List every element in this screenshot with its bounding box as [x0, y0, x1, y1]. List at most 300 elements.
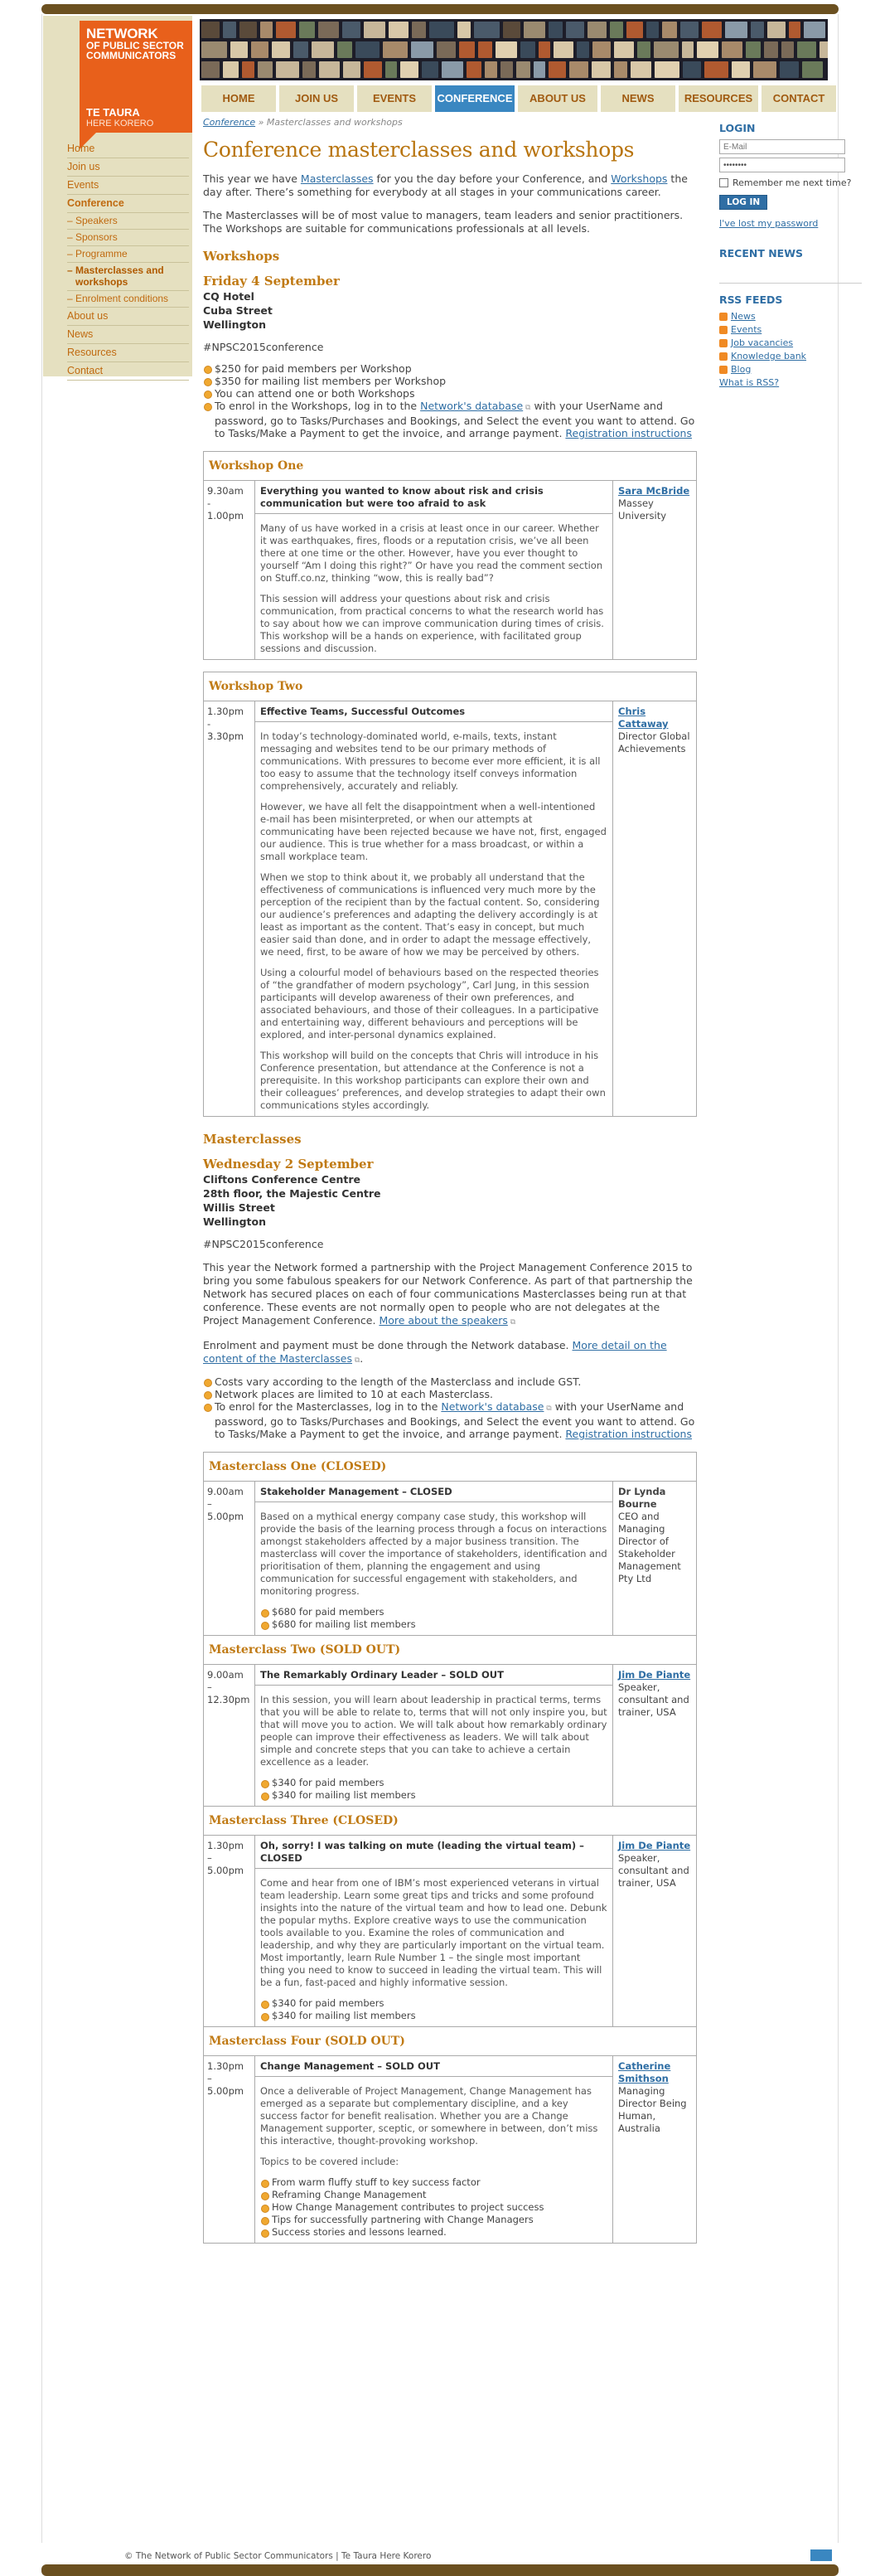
workshops-heading: Workshops: [203, 249, 280, 264]
sidebar-item-home[interactable]: Home: [67, 140, 189, 158]
list-item: $680 for mailing list members: [260, 1618, 607, 1631]
mosaic-photo: [820, 41, 828, 58]
time-line: -: [207, 718, 211, 730]
recent-news-heading: RECENT NEWS: [719, 247, 804, 260]
masterclass-row: [204, 1482, 696, 1635]
masterclasses-enrol-list: [203, 1400, 697, 1440]
list-item: $250 for paid members per Workshop: [203, 362, 697, 375]
masterclass-heading: Masterclass Four (SOLD OUT): [204, 2027, 696, 2056]
mosaic-photo: [422, 61, 438, 78]
session-title: Everything you wanted to know about risk and crisis communication but were too afraid to ask: [255, 485, 612, 514]
time-line: 3.30pm: [207, 730, 244, 742]
list-item: $340 for mailing list members: [260, 2010, 607, 2022]
venue-line: Wellington: [203, 1215, 266, 1228]
remember-label: Remember me next time?: [733, 177, 852, 188]
logo-maori-line2: HERE KORERO: [86, 119, 154, 129]
login-button[interactable]: LOG IN: [719, 195, 767, 210]
mosaic-photo: [753, 61, 776, 78]
intro-text-b: for you the day before your Conference, and: [373, 172, 612, 185]
speaker-name[interactable]: Catherine Smithson: [618, 2060, 671, 2084]
time-line: 1.30pm: [207, 706, 244, 717]
session-paragraph: In today’s technology-dominated world, e-mails, texts, instant messaging and websites tend to be our primary methods of communications. With pressures to become ever more efficient, it is all too easy to assume that the technology itself conveys information comprehensively, accurately and reliably.: [260, 730, 601, 792]
speaker-name: Dr Lynda Bourne: [618, 1486, 666, 1510]
session-paragraph: In this session, you will learn about leadership in practical terms, terms that you will be able to relate to, terms that will not only inspire you, but that will move you to action. We will talk about how remarkably ordinary people can improve their effectiveness as leaders. We will talk about simple and concrete steps that you can take to achieve a certain excellence as a leader.: [260, 1694, 607, 1768]
mosaic-photo: [385, 61, 397, 78]
session-speaker: [613, 1836, 696, 2026]
masterclass-row: [204, 1836, 696, 2026]
rss-list: [719, 311, 862, 375]
mosaic-photo: [789, 22, 800, 38]
mosaic-photo: [704, 61, 728, 78]
breadcrumb-separator: »: [258, 117, 264, 128]
masterclasses-venue: [203, 1173, 697, 1228]
masterclass-heading: Masterclass Three (CLOSED): [204, 1807, 696, 1836]
logo-line1: NETWORK: [86, 26, 158, 41]
rss-icon: [719, 339, 728, 347]
sidebar-item-resources[interactable]: Resources: [67, 344, 189, 362]
session-paragraph: Topics to be covered include:: [260, 2156, 399, 2167]
sidebar-item-contact[interactable]: Contact: [67, 362, 189, 381]
masterclasses-paragraph-1: [203, 1261, 697, 1329]
mosaic-photo: [276, 22, 296, 38]
ws-database-link[interactable]: Network's database: [420, 400, 524, 412]
speaker-name[interactable]: Sara McBride: [618, 485, 690, 497]
intro-text-a: This year we have: [203, 172, 301, 185]
list-item: $340 for paid members: [260, 1777, 607, 1789]
mosaic-photo: [614, 61, 627, 78]
mosaic-photo: [646, 22, 659, 38]
list-item: Success stories and lessons learned.: [260, 2226, 607, 2239]
mosaic-photo: [746, 41, 761, 58]
bottom-bar: [41, 2564, 839, 2576]
mosaic-photo: [549, 61, 566, 78]
speaker-info: Massey University: [618, 497, 667, 522]
rss-icon: [719, 352, 728, 361]
external-link-icon: ⧉: [523, 404, 531, 412]
sidebar-item-news[interactable]: News: [67, 326, 189, 344]
mosaic-photo: [429, 22, 454, 38]
mosaic-photo: [276, 61, 299, 78]
logo-line3: COMMUNICATORS: [86, 50, 176, 61]
session-paragraph: Come and hear from one of IBM’s most experienced veterans in virtual team leadership. Learn some great tips and tricks and some profound insights into the nature of the virtual team and how to lead one. Debunk the popular myths. Explore creative ways to use the communication tools available to you. Examine the roles of communication and leadership, and why they are particularly important on the virtual team. Most importantly, learn Rule Number 1 – the single most important thing you need to know to succeed in leading the virtual team. This will be a fun, fast-paced and highly informative session.: [260, 1877, 607, 1988]
masterclasses-date: Wednesday 2 September: [203, 1157, 374, 1172]
mosaic-photo: [697, 41, 718, 58]
session-paragraph: This workshop will build on the concepts that Chris will introduce in his Conference presentation, but attendance at the Conference is not a prerequisite. In this workshop participants can explore their own and their colleagues’ preferences, and develop strategies to adapt their own communications styles accordingly.: [260, 1050, 606, 1111]
workshops-enrol-list: [203, 400, 697, 439]
tab-contact[interactable]: CONTACT: [762, 85, 836, 112]
tab-join-us[interactable]: JOIN US: [279, 85, 354, 112]
list-item: $350 for mailing list members per Workshop: [203, 375, 697, 387]
mosaic-photo: [478, 41, 492, 58]
mosaic-photo: [549, 22, 563, 38]
intro-text-c: the day after. There’s something for everybody at all stages in your communications career.: [203, 172, 688, 198]
mosaic-photo: [592, 61, 611, 78]
mosaic-photo: [767, 22, 786, 38]
time-line: 9.00am –: [207, 1486, 244, 1510]
logo-maori-line1: TE TAURA: [86, 106, 140, 119]
mosaic-photo: [802, 61, 823, 78]
mosaic-photo: [457, 22, 471, 38]
mc-enrol-text-b: with your UserName and password, go to Tasks/Purchases and Bookings, and Select the event you want to attend. Go to Tasks/Make a Payment to get the invoice, and arrange payment.: [215, 1400, 695, 1440]
mosaic-photo: [680, 22, 699, 38]
external-link-icon: ⧉: [544, 1404, 552, 1413]
mosaic-photo: [302, 61, 316, 78]
top-navigation: [201, 85, 826, 112]
mosaic-photo: [614, 41, 634, 58]
time-line: 1.00pm: [207, 510, 244, 522]
mosaic-photo: [569, 61, 588, 78]
masterclass-table: [203, 1636, 697, 1807]
mosaic-photo: [524, 22, 545, 38]
time-line: 9.00am –: [207, 1669, 244, 1693]
mosaic-photo: [230, 41, 248, 58]
mosaic-photo: [683, 61, 701, 78]
mosaic-photo: [626, 22, 643, 38]
ws-registration-link[interactable]: Registration instructions: [565, 427, 692, 439]
tab-about-us[interactable]: ABOUT US: [518, 85, 597, 112]
workshops-price-list: [203, 362, 697, 400]
tab-conference[interactable]: CONFERENCE: [435, 85, 515, 112]
sidebar-item-conference[interactable]: Conference: [67, 195, 189, 213]
mosaic-photo: [467, 61, 481, 78]
mosaic-photo: [201, 41, 227, 58]
session-description: [255, 2056, 613, 2243]
mosaic-photo: [587, 22, 607, 38]
speaker-name[interactable]: Jim De Piante: [618, 1840, 691, 1851]
mc-enrol-text-a: To enrol for the Masterclasses, log in to the: [215, 1400, 442, 1413]
mosaic-photo: [503, 22, 520, 38]
rss-feed-blog[interactable]: [719, 364, 862, 375]
workshop-heading: Workshop One: [204, 452, 696, 481]
mc-database-link[interactable]: Network's database: [441, 1400, 544, 1413]
workshops-venue: [203, 290, 697, 331]
site-logo[interactable]: [80, 21, 192, 133]
session-time: [204, 481, 255, 659]
venue-line: Cliftons Conference Centre: [203, 1173, 360, 1186]
speaker-info: CEO and Managing Director of Stakeholder Management Pty Ltd: [618, 1511, 681, 1584]
time-line: 9.30am: [207, 485, 244, 497]
session-paragraph: Once a deliverable of Project Management, Change Management has emerged as a separate but complementary discipline, and a key success factor for benefit realisation. Whether you are a Change Management supporter, sceptic, or somewhere in between, don’t miss this interactive, thought-provoking workshop.: [260, 2085, 598, 2147]
session-time: [204, 1836, 255, 2026]
mosaic-photo: [383, 41, 408, 58]
mosaic-photo: [804, 22, 825, 38]
mosaic-photo: [411, 41, 433, 58]
venue-line: Cuba Street: [203, 304, 273, 317]
right-sidebar: [719, 122, 862, 388]
session-speaker: [613, 701, 696, 1116]
speaker-info: Managing Director Being Human, Australia: [618, 2085, 687, 2134]
mosaic-photo: [437, 41, 456, 58]
page-title: Conference masterclasses and workshops: [203, 138, 635, 162]
session-title: Effective Teams, Successful Outcomes: [255, 706, 612, 722]
mosaic-photo: [520, 41, 535, 58]
mosaic-photo: [337, 41, 352, 58]
masterclasses-hashtag: #NPSC2015conference: [203, 1238, 324, 1250]
list-item: $340 for paid members: [260, 1997, 607, 2010]
email-field[interactable]: [719, 139, 845, 154]
mosaic-photo: [364, 61, 382, 78]
mosaic-photo: [610, 22, 623, 38]
masterclasses-info-list: [203, 1375, 697, 1400]
venue-line: 28th floor, the Majestic Centre: [203, 1187, 381, 1200]
sidebar-item-enrolment-conditions[interactable]: – Enrolment conditions: [67, 291, 189, 308]
session-speaker: [613, 481, 696, 659]
page-frame: [41, 14, 852, 2543]
speaker-info: Speaker, consultant and trainer, USA: [618, 1852, 689, 1889]
sidebar-item-about-us[interactable]: About us: [67, 308, 189, 326]
masterclass-heading: Masterclass Two (SOLD OUT): [204, 1636, 696, 1665]
mosaic-photo: [725, 22, 747, 38]
mosaic-photo: [592, 41, 611, 58]
left-navigation: [67, 140, 189, 381]
mosaic-photo: [566, 22, 584, 38]
sidebar-item-join-us[interactable]: Join us: [67, 158, 189, 177]
mosaic-photo: [780, 61, 799, 78]
speaker-name[interactable]: Jim De Piante: [618, 1669, 691, 1681]
masterclass-tables: [203, 1452, 697, 2244]
password-field[interactable]: [719, 158, 845, 172]
mosaic-photo: [400, 61, 418, 78]
mosaic-photo: [343, 61, 360, 78]
session-price-list: [260, 1777, 607, 1802]
workshops-link[interactable]: Workshops: [611, 172, 668, 185]
remember-checkbox[interactable]: [719, 178, 728, 187]
ws-enrol-text-a: To enrol in the Workshops, log in to the: [215, 400, 421, 412]
mosaic-photo: [637, 41, 650, 58]
mosaic-photo: [412, 22, 426, 38]
rss-feed-label: News: [731, 311, 756, 322]
masterclasses-heading: Masterclasses: [203, 1132, 302, 1147]
workshop-tables: [203, 451, 697, 1117]
mosaic-photo: [442, 61, 463, 78]
mosaic-photo: [258, 61, 273, 78]
breadcrumb: [203, 117, 697, 128]
session-paragraph: However, we have all felt the disappointment when a well-intentioned e-mail has been misinterpreted, or when our attempts at communicating have been rejected because we have not, first, engaged our audience. This is true whether for a mass broadcast, or within a small workplace team.: [260, 801, 607, 862]
workshops-date: Friday 4 September: [203, 274, 340, 289]
list-item: You can attend one or both Workshops: [203, 387, 697, 400]
mosaic-photo: [781, 41, 794, 58]
speakers-link[interactable]: More about the speakers: [379, 1314, 508, 1327]
session-description: [255, 1482, 613, 1635]
workshop-row: [204, 481, 696, 659]
session-time: [204, 1482, 255, 1635]
time-line: 5.00pm: [207, 1511, 244, 1522]
top-bar: [41, 4, 839, 14]
sidebar-item-masterclasses-and-workshops[interactable]: – Masterclasses and workshops: [67, 263, 189, 291]
time-line: 12.30pm: [207, 1694, 250, 1705]
mosaic-photo: [318, 22, 339, 38]
time-line: 5.00pm: [207, 2085, 244, 2097]
mosaic-photo: [260, 22, 273, 38]
tab-home[interactable]: HOME: [201, 85, 276, 112]
header-photo-mosaic: [200, 19, 828, 80]
speaker-name[interactable]: Chris Cattaway: [618, 706, 669, 730]
mosaic-photo: [342, 22, 360, 38]
rss-feed-label: Events: [731, 324, 762, 335]
rss-icon: [719, 313, 728, 321]
session-paragraph: This session will address your questions about risk and crisis communication, from practical concerns to what the research world has to say about how we can improve communication during times of crisis. This workshop will be a hands on experience, with facilitated group sessions and discussion.: [260, 593, 604, 654]
list-item: $340 for mailing list members: [260, 1789, 607, 1802]
intro-paragraph-1: [203, 172, 697, 199]
mosaic-photo: [577, 41, 589, 58]
mosaic-photo: [201, 22, 220, 38]
rss-feed-events[interactable]: [719, 324, 862, 335]
rss-icon: [719, 366, 728, 374]
session-time: [204, 701, 255, 1116]
tab-news[interactable]: NEWS: [601, 85, 675, 112]
masterclass-table: [203, 1452, 697, 1636]
rss-feed-knowledge-bank[interactable]: [719, 351, 862, 361]
time-line: 1.30pm –: [207, 1840, 244, 1864]
masterclass-content-link[interactable]: More detail on the content of the Masterclasses: [203, 1339, 667, 1365]
session-description: [255, 1836, 613, 2026]
session-description: [255, 1665, 613, 1806]
session-title: Change Management – SOLD OUT: [255, 2060, 612, 2077]
mosaic-photo: [662, 22, 677, 38]
masterclass-table: [203, 2027, 697, 2244]
mc-registration-link[interactable]: Registration instructions: [565, 1428, 692, 1440]
breadcrumb-link-conference[interactable]: Conference: [203, 117, 256, 128]
footer: [41, 2543, 839, 2561]
rss-icon: [719, 326, 728, 334]
remember-me[interactable]: [719, 177, 862, 188]
breadcrumb-current: Masterclasses and workshops: [266, 117, 403, 128]
sidebar-divider: [719, 283, 862, 284]
masterclasses-paragraph-2: Enrolment and payment must be done through the Network database. More detail on the content of the Masterclasses ⧉.: [203, 1339, 667, 1365]
masterclass-row: [204, 2056, 696, 2243]
workshops-hashtag: #NPSC2015conference: [203, 341, 324, 353]
mosaic-photo: [485, 61, 497, 78]
mosaic-photo: [539, 41, 550, 58]
list-item: Reframing Change Management: [260, 2189, 607, 2201]
tab-events[interactable]: EVENTS: [357, 85, 432, 112]
footer-text: © The Network of Public Sector Communicators | Te Taura Here Korero: [124, 2551, 432, 2561]
session-description: [255, 701, 613, 1116]
mosaic-photo: [496, 41, 517, 58]
session-speaker: [613, 2056, 696, 2243]
mosaic-photo: [631, 61, 651, 78]
intro-paragraph-2: The Masterclasses will be of most value to managers, team leaders and senior practitioners. The Workshops are suitable for communications professionals at all levels.: [203, 209, 684, 235]
sidebar-item-speakers[interactable]: – Speakers: [67, 213, 189, 230]
session-price-list: [260, 1997, 607, 2022]
time-line: -: [207, 497, 211, 509]
what-is-rss-link[interactable]: What is RSS?: [719, 377, 780, 388]
masterclass-row: [204, 1665, 696, 1806]
session-speaker: [613, 1482, 696, 1635]
mosaic-photo: [223, 22, 236, 38]
session-speaker: [613, 1665, 696, 1806]
mc-text-a: This year the Network formed a partnership with the Project Management Conference 2015 to bring you some fabulous speakers for our Network Conference. As part of that partnership the Network has secured places on each of four communications Masterclasses being run at that conference. These events are not normally open to people who are not delegates at the Project Management Conference.: [203, 1261, 693, 1327]
ws-enrol-text-b: with your UserName and password, go to Tasks/Purchases and Bookings, and Select the event you want to attend. Go to Tasks/Make a Payment to get the invoice, and arrange payment.: [215, 400, 695, 439]
mosaic-photo: [654, 41, 679, 58]
mosaic-photo: [293, 41, 308, 58]
sidebar-item-events[interactable]: Events: [67, 177, 189, 195]
list-item: Tips for successfully partnering with Change Managers: [260, 2214, 607, 2226]
rss-feed-label: Knowledge bank: [731, 351, 807, 361]
workshop-heading: Workshop Two: [204, 672, 696, 701]
mosaic-photo: [299, 22, 315, 38]
footer-blue-tab: [810, 2549, 832, 2561]
lost-password-link[interactable]: I've lost my password: [719, 218, 819, 229]
rss-feed-news[interactable]: [719, 311, 862, 322]
login-heading: LOGIN: [719, 122, 756, 134]
mosaic-photo: [312, 41, 334, 58]
sidebar-item-programme[interactable]: – Programme: [67, 246, 189, 263]
venue-line: Willis Street: [203, 1201, 275, 1214]
logo-line2: OF PUBLIC SECTOR: [86, 40, 184, 51]
mosaic-photo: [272, 41, 290, 58]
session-time: [204, 1665, 255, 1806]
list-item: How Change Management contributes to project success: [260, 2201, 607, 2214]
venue-line: Wellington: [203, 318, 266, 331]
external-link-icon: ⧉: [352, 1356, 360, 1365]
mosaic-photo: [474, 22, 500, 38]
rss-feed-job-vacancies[interactable]: [719, 337, 862, 348]
rss-heading: RSS FEEDS: [719, 293, 783, 306]
session-time: [204, 2056, 255, 2243]
main-content: [203, 114, 697, 2244]
sidebar-item-sponsors[interactable]: – Sponsors: [67, 230, 189, 246]
mosaic-photo: [242, 61, 254, 78]
mosaic-photo: [389, 22, 409, 38]
list-item: Network places are limited to 10 at each Masterclass.: [203, 1388, 697, 1400]
mosaic-photo: [554, 41, 573, 58]
mosaic-photo: [722, 41, 742, 58]
rss-feed-label: Blog: [731, 364, 752, 375]
speaker-info: Director Global Achievements: [618, 730, 690, 754]
session-paragraph: When we stop to think about it, we probably all understand that the effectiveness of communications is influenced very much more by the perception of the recipient than by the factual content. So, considering our audience’s preferences and adapting the delivery accordingly is at least as important as the content. That’s easy in concept, but much easier said than done, and in order to adapt the message effectively, we need, first, to be aware of how we may be perceived by others.: [260, 871, 600, 958]
mosaic-photo: [319, 61, 340, 78]
mosaic-photo: [732, 61, 750, 78]
mosaic-photo: [751, 22, 764, 38]
session-description: [255, 481, 613, 659]
mosaic-photo: [682, 41, 694, 58]
speaker-info: Speaker, consultant and trainer, USA: [618, 1681, 689, 1718]
mosaic-photo: [702, 22, 722, 38]
list-item: Costs vary according to the length of the Masterclass and include GST.: [203, 1375, 697, 1388]
mc-text-b: Enrolment and payment must be done through the Network database.: [203, 1339, 573, 1351]
venue-line: CQ Hotel: [203, 290, 254, 303]
mosaic-photo: [223, 61, 239, 78]
list-item: From warm fluffy stuff to key success factor: [260, 2176, 607, 2189]
mosaic-photo: [797, 41, 816, 58]
time-line: 1.30pm –: [207, 2060, 244, 2084]
workshop-table: [203, 672, 697, 1117]
tab-resources[interactable]: RESOURCES: [679, 85, 758, 112]
time-line: 5.00pm: [207, 1865, 244, 1876]
external-link-icon: ⧉: [507, 1318, 516, 1327]
masterclasses-enrol-item: [203, 1400, 697, 1440]
session-paragraph: Based on a mythical energy company case study, this workshop will provide the basis of the learning process through a focus on interactions amongst stakeholders affected by a major business transition. The masterclass will cover the importance of stakeholders, identification and prioritisation of them, planning the engagement and using communication for successful engagement with stakeholders, and monitoring progress.: [260, 1511, 607, 1597]
mosaic-photo: [201, 61, 220, 78]
rss-feed-label: Job vacancies: [731, 337, 794, 348]
workshop-table: [203, 451, 697, 660]
mosaic-photo: [239, 22, 257, 38]
session-title: The Remarkably Ordinary Leader – SOLD OUT: [255, 1669, 612, 1686]
mosaic-photo: [534, 61, 545, 78]
session-paragraph: Using a colourful model of behaviours based on the respected theories of “the grandfather of modern psychology”, Carl Jung, in this session participants will develop awareness of their own preferences, and associated behaviours, and those of their colleagues. In a participative and entertaining way, different behaviours and perceptions will be explored, and inter-personal dynamics explained.: [260, 967, 599, 1041]
workshops-enrol-item: [203, 400, 697, 439]
mosaic-photo: [500, 61, 513, 78]
masterclass-table: [203, 1807, 697, 2027]
mosaic-photo: [364, 22, 385, 38]
list-item: $680 for paid members: [260, 1606, 607, 1618]
mosaic-photo: [516, 61, 530, 78]
session-title: Stakeholder Management – CLOSED: [255, 1486, 612, 1502]
workshop-row: [204, 701, 696, 1116]
mosaic-photo: [655, 61, 679, 78]
masterclasses-link[interactable]: Masterclasses: [300, 172, 374, 185]
